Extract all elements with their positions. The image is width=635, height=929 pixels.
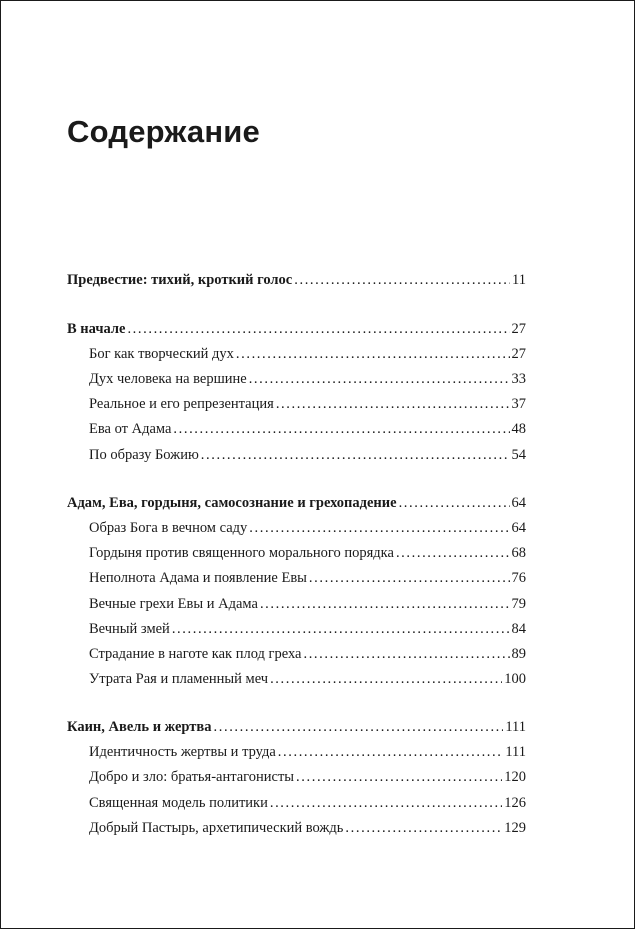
toc-entry-part (67, 493, 526, 513)
toc-entry-label: Страдание в наготе как плод греха (89, 646, 302, 662)
toc-entry-sub (89, 742, 526, 762)
toc-entry-page: 89 (511, 646, 526, 662)
toc-entry-sub (89, 619, 526, 639)
toc-entry-page: 33 (511, 371, 526, 387)
toc-entry-page: 76 (511, 570, 526, 586)
toc-entry-page: 120 (504, 769, 526, 785)
toc-entry-label: Реальное и его репрезентация (89, 396, 274, 412)
dot-leader (309, 568, 510, 588)
dot-leader (270, 669, 502, 689)
toc-entry-page: 11 (512, 272, 526, 288)
toc-entry-sub (89, 518, 526, 538)
toc-entry-page: 126 (504, 795, 526, 811)
toc-entry-page: 27 (511, 321, 526, 337)
toc-entry-label: Добрый Пастырь, архетипический вождь (89, 820, 344, 836)
toc-entry-page: 68 (511, 545, 526, 561)
dot-leader (236, 344, 510, 364)
toc-entry-page: 100 (504, 671, 526, 687)
toc-entry-label: Добро и зло: братья-антагонисты (89, 769, 295, 785)
toc-entry-page: 37 (511, 396, 526, 412)
toc-entry-label: Адам, Ева, гордыня, самосознание и грехопадение (67, 495, 397, 511)
toc-entry-part (67, 717, 526, 737)
dot-leader (249, 518, 509, 538)
toc-entry-sub (89, 767, 526, 787)
dot-leader (294, 270, 510, 290)
toc-entry-page: 64 (511, 520, 526, 536)
toc-entry-sub (89, 419, 526, 439)
toc-entry-sub (89, 644, 526, 664)
toc-entry-label: Идентичность жертвы и труда (89, 744, 276, 760)
dot-leader (276, 394, 510, 414)
toc-entry-label: Гордыня против священного морального порядка (89, 545, 394, 561)
dot-leader (270, 793, 502, 813)
toc-entry-label: Каин, Авель и жертва (67, 719, 212, 735)
toc-entry-page: 27 (511, 346, 526, 362)
dot-leader (127, 319, 509, 339)
toc-entry-sub (89, 568, 526, 588)
toc-entry-label: Предвестие: тихий, кроткий голос (67, 272, 293, 288)
dot-leader (214, 717, 504, 737)
toc-entry-page: 48 (511, 421, 526, 437)
toc-entry-page: 84 (511, 621, 526, 637)
dot-leader (201, 445, 510, 465)
dot-leader (345, 818, 502, 838)
toc-entry-page: 129 (504, 820, 526, 836)
dot-leader (260, 594, 510, 614)
page-title: Содержание (67, 114, 260, 149)
toc-entry-page: 79 (511, 596, 526, 612)
toc-entry-label: Вечный змей (89, 621, 170, 637)
toc-entry-sub (89, 445, 526, 465)
toc-entry-page: 64 (511, 495, 526, 511)
dot-leader (278, 742, 504, 762)
toc-entry-sub (89, 369, 526, 389)
toc-entry-label: Неполнота Адама и появление Евы (89, 570, 307, 586)
toc-entry-page: 54 (511, 447, 526, 463)
toc-entry-sub (89, 793, 526, 813)
dot-leader (296, 767, 502, 787)
dot-leader (172, 619, 510, 639)
toc-entry-label: Вечные грехи Евы и Адама (89, 596, 258, 612)
toc-entry-part (67, 319, 526, 339)
toc-entry-page: 111 (505, 744, 526, 760)
toc-entry-sub (89, 669, 526, 689)
toc-entry-sub (89, 543, 526, 563)
dot-leader (303, 644, 509, 664)
toc-entry-sub (89, 594, 526, 614)
dot-leader (396, 543, 510, 563)
toc-entry-part (67, 270, 526, 290)
toc-entry-page: 111 (505, 719, 526, 735)
toc-entry-sub (89, 344, 526, 364)
toc-entry-sub (89, 818, 526, 838)
dot-leader (249, 369, 510, 389)
toc-entry-label: Образ Бога в вечном саду (89, 520, 248, 536)
table-of-contents (1, 1, 634, 928)
toc-entry-sub (89, 394, 526, 414)
toc-entry-label: Утрата Рая и пламенный меч (89, 671, 269, 687)
toc-entry-label: Дух человека на вершине (89, 371, 247, 387)
toc-entry-label: Священная модель политики (89, 795, 268, 811)
dot-leader (399, 493, 510, 513)
toc-entry-label: По образу Божию (89, 447, 199, 463)
toc-entry-label: Бог как творческий дух (89, 346, 234, 362)
dot-leader (173, 419, 509, 439)
toc-entry-label: В начале (67, 321, 126, 337)
toc-entry-label: Ева от Адама (89, 421, 172, 437)
